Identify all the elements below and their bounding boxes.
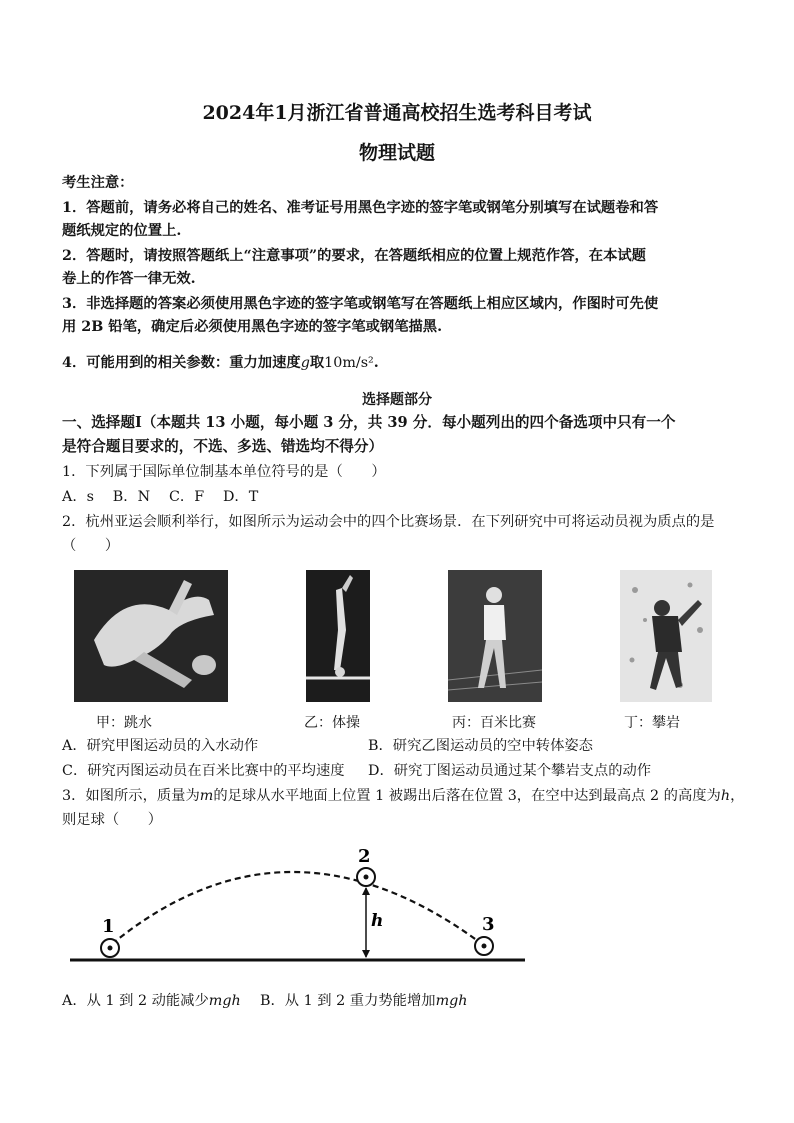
part1-heading-line-2: 是符合题目要求的，不选、多选、错选均不得分） — [62, 438, 384, 455]
q3-option-b-text: B．从 1 到 2 重力势能增加 — [260, 993, 436, 1009]
q3-option-b-expr: mgh — [435, 993, 468, 1009]
q1-options: A．s B．N C．F D．T — [62, 489, 259, 505]
trajectory-path — [112, 872, 482, 944]
photo-climbing — [620, 570, 712, 702]
q2-option-c: C．研究丙图运动员在百米比赛中的平均速度 — [62, 763, 345, 779]
q3-option-b — [260, 990, 467, 1012]
q3-stem-b: 的足球从水平地面上位置 1 被踢出后落在位置 3，在空中达到最高点 2 的高度为 — [213, 788, 721, 804]
notice-item-3-line-1: 3．非选择题的答案必须使用黑色字迹的签字笔或钢笔写在答题纸上相应区域内，作图时可先使 — [62, 296, 659, 312]
notice-item-4-prefix: 4．可能用到的相关参数：重力加速度 — [62, 355, 301, 371]
notice-item-4-mid: 取 — [309, 355, 325, 371]
q2-option-d: D．研究丁图运动员通过某个攀岩支点的动作 — [368, 763, 652, 779]
section-title: 选择题部分 — [362, 392, 432, 408]
label-height: h — [371, 911, 384, 931]
photo-gymnastics — [306, 570, 370, 702]
trajectory-diagram — [70, 840, 530, 975]
label-position-2: 2 — [358, 846, 371, 867]
notice-item-1-line-1: 1．答题前，请务必将自己的姓名、准考证号用黑色字迹的签字笔或钢笔分别填写在试题卷和答 — [62, 200, 659, 216]
label-position-1: 1 — [102, 916, 115, 937]
q2-stem-line-1: 2．杭州亚运会顺利举行，如图所示为运动会中的四个比赛场景．在下列研究中可将运动员视为质点的是 — [62, 514, 715, 530]
q3-stem-c: ， — [730, 788, 745, 804]
notice-item-4 — [62, 352, 379, 374]
caption-gymnastics: 乙：体操 — [304, 715, 360, 731]
photo-diving — [74, 570, 228, 702]
label-position-3: 3 — [482, 914, 495, 935]
q1-stem: 1．下列属于国际单位制基本单位符号的是（ ） — [62, 464, 386, 480]
q2-stem-line-2: （ ） — [62, 538, 120, 554]
gravity-value: 10m/s² — [324, 355, 374, 371]
caption-diving: 甲：跳水 — [96, 715, 152, 731]
notice-item-2-line-2: 卷上的作答一律无效. — [62, 271, 196, 287]
q3-option-a — [62, 990, 241, 1012]
notice-item-2-line-1: 2．答题时，请按照答题纸上“注意事项”的要求，在答题纸相应的位置上规范作答，在本试题 — [62, 248, 646, 264]
notice-item-4-end: . — [373, 355, 379, 371]
exam-subtitle: 物理试题 — [358, 142, 435, 164]
q3-stem-line-2: 则足球（ ） — [62, 812, 163, 828]
q3-stem-line-1 — [62, 785, 744, 807]
notice-item-1-line-2: 题纸规定的位置上. — [62, 223, 182, 239]
photo-sprint — [448, 570, 542, 702]
q3-option-a-text: A．从 1 到 2 动能减少 — [62, 993, 209, 1009]
q2-option-a: A．研究甲图运动员的入水动作 — [62, 738, 259, 754]
caption-sprint: 丙：百米比赛 — [452, 715, 536, 731]
part1-heading-line-1: 一、选择题Ⅰ（本题共 13 小题，每小题 3 分，共 39 分．每小题列出的四个备选项中只有一个 — [62, 414, 676, 431]
exam-title: 2024年1月浙江省普通高校招生选考科目考试 — [202, 102, 592, 124]
gravity-symbol: g — [300, 355, 310, 371]
caption-climbing: 丁：攀岩 — [624, 715, 680, 731]
q3-option-a-expr: mgh — [208, 993, 241, 1009]
mass-symbol: m — [199, 788, 214, 804]
notice-heading: 考生注意： — [62, 175, 134, 191]
q2-option-b: B．研究乙图运动员的空中转体姿态 — [368, 738, 593, 754]
notice-item-3-line-2: 用 2B 铅笔，确定后必须使用黑色字迹的签字笔或钢笔描黑. — [62, 319, 443, 335]
q3-stem-a: 3．如图所示，质量为 — [62, 788, 200, 804]
height-symbol: h — [720, 788, 731, 804]
